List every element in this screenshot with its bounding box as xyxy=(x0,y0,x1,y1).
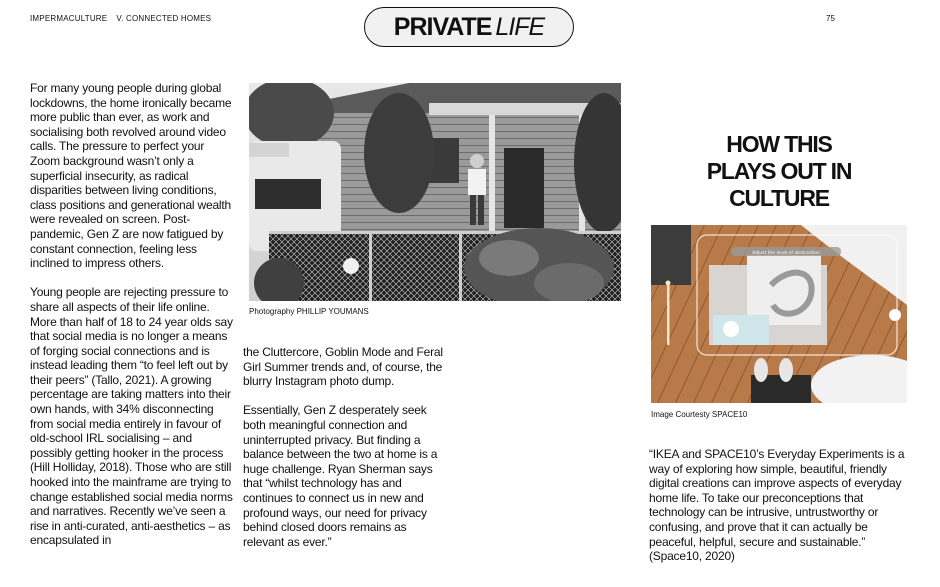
page-number: 75 xyxy=(826,14,835,23)
ar-screen-text: Adjust the level of abstraction xyxy=(752,251,820,256)
paragraph: For many young people during global lockdowns, the home ironically became more public than ever, as work and socialising both revolved around video calls. The pressure to perfect your Zoom background wasn’t only a superficial insecurity, as radical disparities between living conditions, class positions and generational wealth were revealed on screen. Post-pandemic, Gen Z are now fatigued by constant connection, feeling less inclined to impress others. xyxy=(30,81,232,271)
title-italic: LIFE xyxy=(495,12,545,41)
heading-line: CULTURE xyxy=(729,185,829,211)
space10-photo xyxy=(651,225,907,403)
body-column-2 xyxy=(243,345,448,549)
photo-caption: Photography PHILLIP YOUMANS xyxy=(249,307,369,316)
chapter-label: V. CONNECTED HOMES xyxy=(116,14,212,23)
section-label: IMPERMACULTURE xyxy=(30,14,108,23)
running-header xyxy=(30,14,211,23)
heading-line: PLAYS OUT IN xyxy=(706,158,852,184)
heading-line: HOW THIS xyxy=(726,131,832,157)
body-column-1 xyxy=(30,81,235,548)
title-bold: PRIVATE xyxy=(393,12,492,41)
quote-paragraph: “IKEA and SPACE10’s Everyday Experiments is a way of exploring how simple, beautiful, friendly digital creations can improve aspects of everyday home life. To take our preconceptions that technology can be intrusive, untrustworthy or confusing, and prove that it can actually be peaceful, helpful, secure and sustainable.” (Space10, 2020) xyxy=(649,447,905,564)
photo-caption: Image Courtesty SPACE10 xyxy=(651,410,748,419)
paragraph: Young people are rejecting pressure to share all aspects of their life online. More than half of 18 to 24 year olds say that social media is no longer a means of forging social connections and is instead leading them “to feel left out by their peers” (Tallo, 2021). A growing percentage are taking matters into their own hands, with 34% disconnecting from social media entirely in favour of old-school IRL socialising – and possibly getting hooker in the process (Hill Holliday, 2018). Those who are still hooked into the mainframe are trying to change established social media norms and narratives. Recently we’ve seen a rise in anti-curated, anti-aesthetics – as encapsulated in xyxy=(30,285,233,548)
paragraph: Essentially, Gen Z desperately seek both meaningful connection and uninterrupted privacy. But finding a balance between the two at home is a huge challenge. Ryan Sherman says that “whilst technology has and continues to connect us in new and profound ways, our need for privacy behind closed doors remains as relevant as ever.” xyxy=(243,403,438,549)
page-title xyxy=(364,7,574,47)
space10-photo-illustration xyxy=(651,225,907,403)
section-heading xyxy=(668,131,890,212)
house-photo xyxy=(249,83,621,301)
house-photo-illustration xyxy=(249,83,621,301)
paragraph: the Cluttercore, Goblin Mode and Feral Girl Summer trends and, of course, the blurry Instagram photo dump. xyxy=(243,345,443,389)
